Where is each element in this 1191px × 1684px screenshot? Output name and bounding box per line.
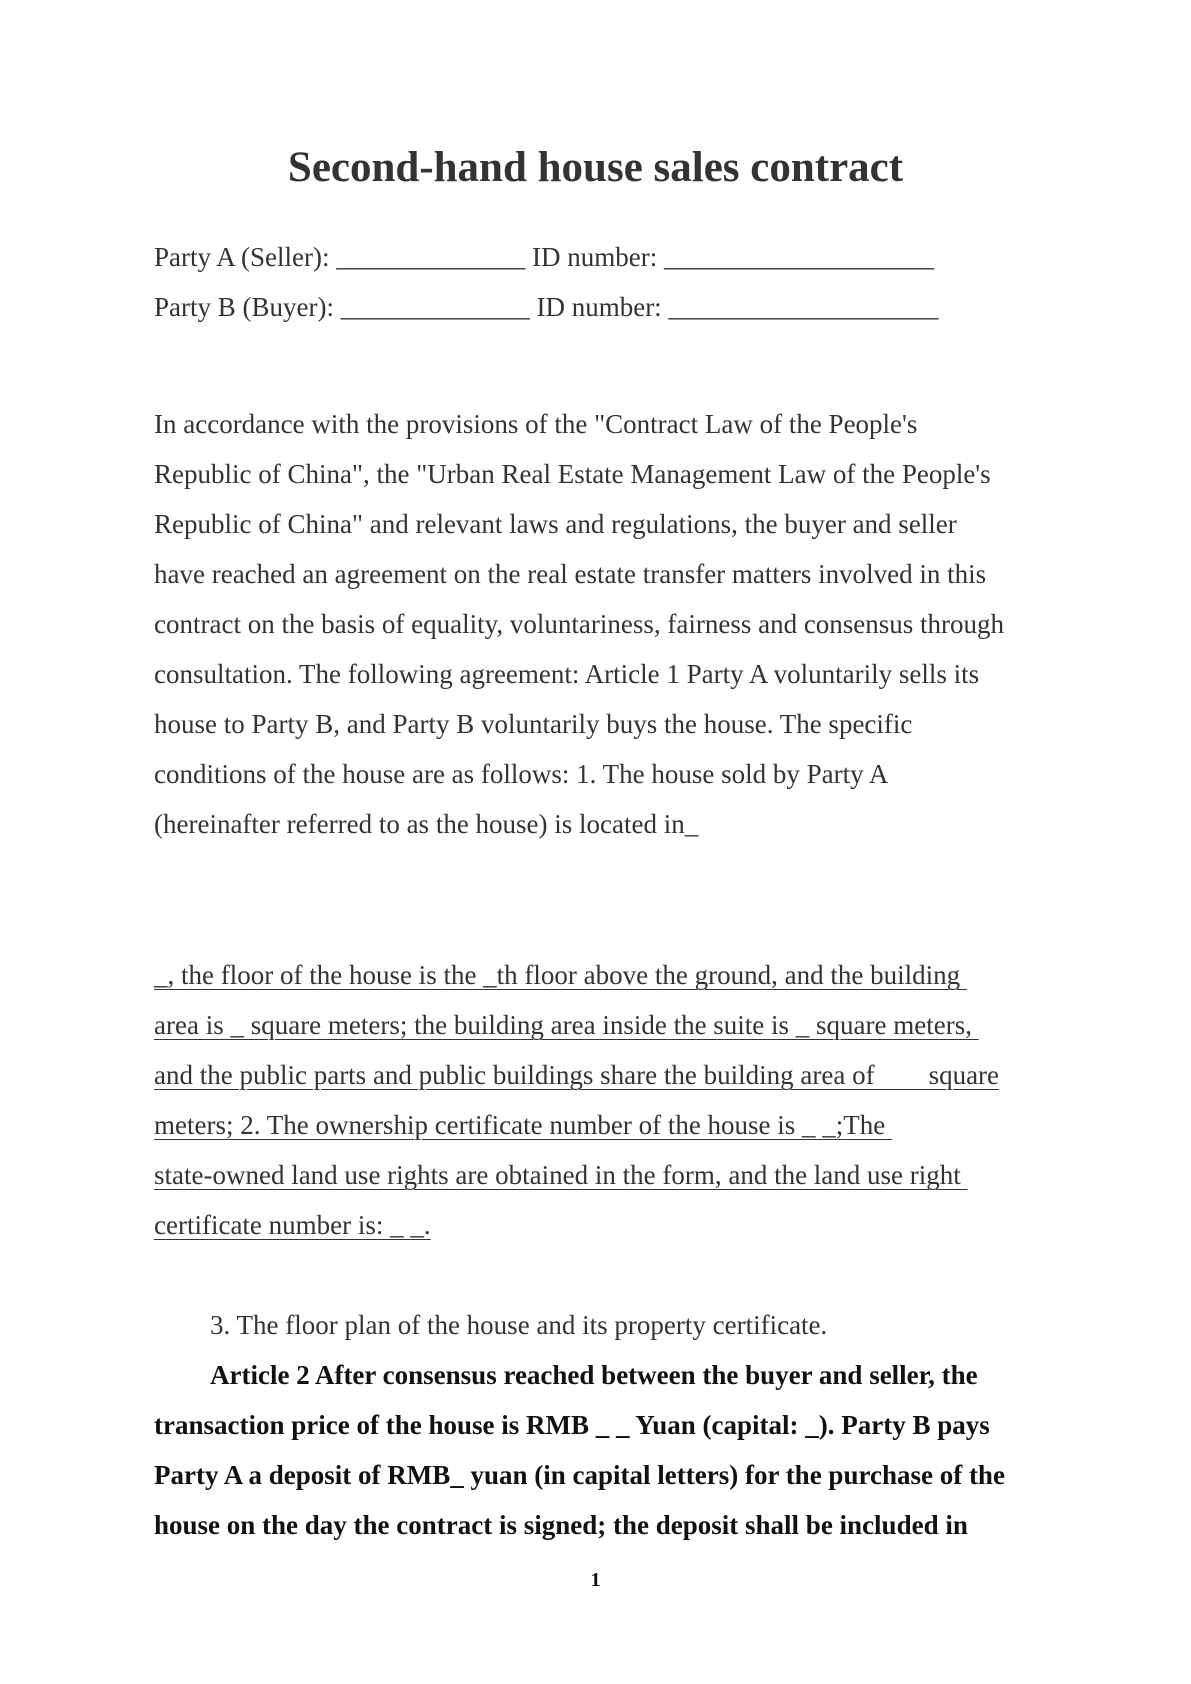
preamble-line: consultation. The following agreement: Article 1 Party A voluntarily sells its	[154, 659, 980, 689]
article-2-line: Article 2 After consensus reached between the buyer and seller, the	[210, 1360, 978, 1390]
preamble-line: conditions of the house are as follows: 1. The house sold by Party A	[154, 759, 889, 789]
preamble-line: (hereinafter referred to as the house) is located in_	[154, 809, 699, 839]
preamble-line: house to Party B, and Party B voluntarily buys the house. The specific	[154, 709, 913, 739]
house-details-line: _, the floor of the house is the _th floor above the ground, and the building	[154, 960, 967, 990]
article-2-line: house on the day the contract is signed; the deposit shall be included in	[154, 1510, 968, 1540]
article-2-line: transaction price of the house is RMB _ _ Yuan (capital: _). Party B pays	[154, 1410, 990, 1440]
house-details-line: state-owned land use rights are obtained in the form, and the land use right	[154, 1160, 968, 1190]
house-details-line: certificate number is: _ _.	[154, 1210, 431, 1240]
party-a-line: Party A (Seller): ______________ ID number: ____________________	[154, 242, 934, 272]
house-details-line: meters; 2. The ownership certificate number of the house is _ _;The	[154, 1110, 893, 1140]
preamble-line: Republic of China" and relevant laws and regulations, the buyer and seller	[154, 509, 957, 539]
preamble-line: contract on the basis of equality, voluntariness, fairness and consensus through	[154, 609, 1005, 639]
house-details-line: and the public parts and public buildings share the building area of square	[154, 1060, 1000, 1090]
item-3-line: 3. The floor plan of the house and its property certificate.	[210, 1310, 828, 1340]
article-2-line: Party A a deposit of RMB_ yuan (in capital letters) for the purchase of the	[154, 1460, 1005, 1490]
preamble-line: Republic of China", the "Urban Real Estate Management Law of the People's	[154, 459, 991, 489]
house-details-line: area is _ square meters; the building area inside the suite is _ square meters,	[154, 1010, 979, 1040]
preamble-line: In accordance with the provisions of the "Contract Law of the People's	[154, 409, 918, 439]
preamble-line: have reached an agreement on the real estate transfer matters involved in this	[154, 559, 987, 589]
document-title: Second-hand house sales contract	[287, 144, 904, 191]
page-number: 1	[590, 1569, 601, 1591]
party-b-line: Party B (Buyer): ______________ ID number: ____________________	[154, 292, 939, 322]
